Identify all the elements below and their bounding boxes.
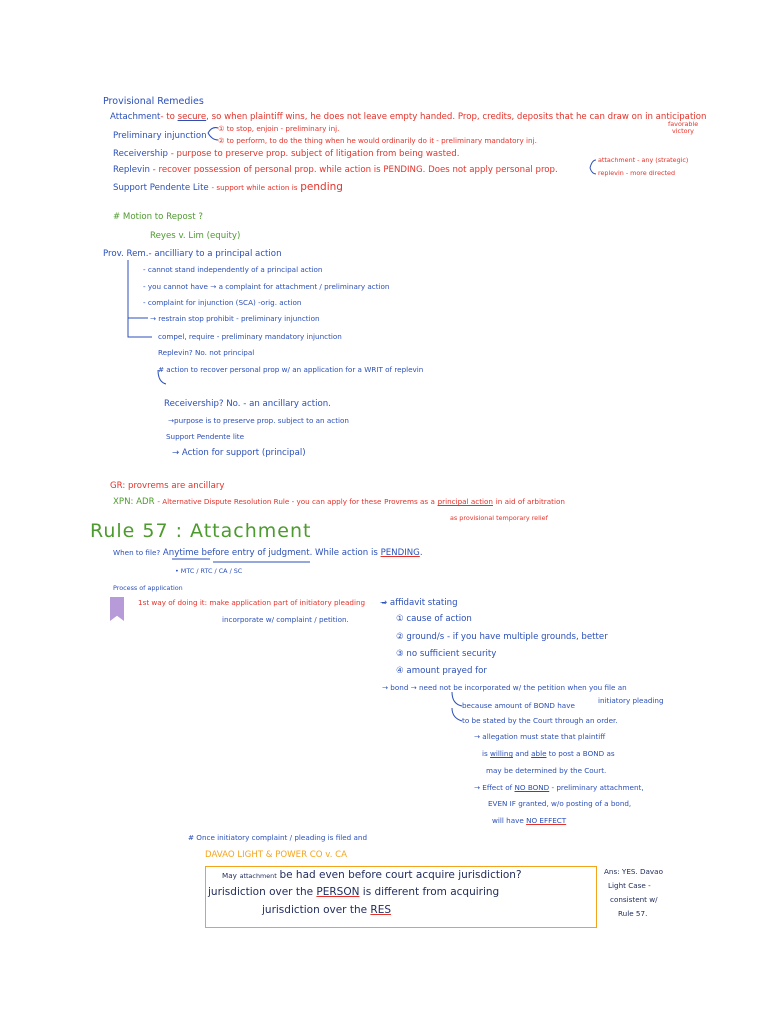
davao-attachment: attachment: [239, 872, 277, 880]
remedy-pi-option-1: ① to stop, enjoin - preliminary inj.: [218, 124, 340, 133]
attachment-margin-note: favorable: [668, 120, 699, 128]
davao-question-line-1: [222, 870, 522, 881]
remedy-support-row: [113, 182, 343, 193]
davao-jur-person: jurisdiction over the: [208, 886, 317, 898]
xpn-principal: principal action: [437, 497, 493, 506]
remedy-attachment-desc: - to: [160, 112, 178, 122]
affidavit-stating: → affidavit stating: [380, 598, 458, 608]
davao-answer-2: Light Case -: [608, 881, 651, 890]
xpn-label: XPN: ADR: [113, 497, 155, 507]
effect-no-bond: NO BOND: [514, 783, 550, 792]
when-to-file-row: [113, 549, 423, 558]
allegation-is: is: [482, 749, 491, 758]
davao-answer-4: Rule 57.: [618, 909, 648, 918]
allegation-post: to post a BOND as: [546, 749, 615, 758]
affidavit-item-2: ② ground/s - if you have multiple grounds, better: [396, 632, 608, 642]
when-question: When to file?: [113, 548, 161, 557]
remedy-support-label: Support Pendente Lite: [113, 183, 209, 193]
remedy-support-pending: pending: [300, 181, 343, 193]
bond-stated: to be stated by the Court through an order.: [462, 716, 618, 725]
remedy-attachment-label: Attachment: [110, 112, 161, 122]
davao-res: RES: [370, 904, 392, 916]
remedy-receivership-row: [113, 150, 459, 159]
ancillary-replevin-a: # action to recover personal prop w/ an application for a WRIT of replevin: [158, 365, 424, 374]
replevin-note-attachment: attachment - any (strategic): [598, 156, 689, 164]
ancillary-item-3: - complaint for injunction (SCA) -orig. action: [143, 298, 302, 307]
ancillary-item-5: compel, require - preliminary mandatory injunction: [158, 332, 342, 341]
gr-line: GR: provrems are ancillary: [110, 481, 225, 491]
once-initiatory: # Once initiatory complaint / pleading is filed and: [188, 833, 368, 842]
affidavit-item-1: ① cause of action: [396, 614, 472, 624]
effect-will-have: will have: [492, 816, 527, 825]
affidavit-item-3: ③ no sufficient security: [396, 649, 497, 659]
effect-3: [492, 817, 566, 824]
allegation-3: may be determined by the Court.: [486, 766, 607, 775]
affidavit-item-4: ④ amount prayed for: [396, 666, 487, 676]
davao-may: May: [222, 871, 237, 880]
remedy-support-desc: - support while action is: [211, 183, 298, 192]
davao-answer-1: Ans: YES. Davao: [604, 867, 663, 876]
when-before-judgment: before entry of judgment: [201, 548, 310, 558]
bond-initiatory: initiatory pleading: [598, 696, 664, 705]
allegation-and: and: [513, 749, 532, 758]
xpn-red-1: Provrems as a: [384, 497, 435, 506]
allegation-2: [482, 750, 615, 757]
remedy-replevin-label: Replevin: [113, 165, 150, 175]
ancillary-receivership-q: Receivership? No. - an ancillary action.: [164, 399, 331, 409]
motion-case: Reyes v. Lim (equity): [150, 231, 241, 241]
davao-question-line-2: [208, 887, 499, 898]
davao-different: is different from acquiring: [359, 886, 500, 898]
rule57-title: Rule 57 : Attachment: [90, 520, 312, 542]
remedy-replevin-row: [113, 166, 558, 175]
davao-case: DAVAO LIGHT & POWER CO v. CA: [205, 850, 348, 860]
courts: • MTC / RTC / CA / SC: [175, 567, 243, 575]
ancillary-support-a: → Action for support (principal): [172, 448, 306, 458]
remedy-pi-label: Preliminary injunction: [113, 131, 207, 141]
when-pending: PENDING: [380, 548, 420, 558]
first-way: 1st way of doing it: make application part of initiatory pleading: [138, 598, 366, 607]
xpn-desc: - Alternative Dispute Resolution Rule - you can apply for these: [157, 497, 382, 506]
allegation-able: able: [531, 749, 547, 758]
process-label: Process of application: [113, 584, 183, 592]
ancillary-receivership-a: →purpose is to preserve prop. subject to an action: [168, 416, 349, 425]
ancillary-support-q: Support Pendente lite: [166, 432, 245, 441]
when-dot: .: [419, 548, 423, 558]
xpn-red-2: in aid of arbitration: [495, 497, 565, 506]
xpn-sub: as provisional temporary relief: [450, 514, 548, 522]
remedy-replevin-desc: - recover possession of personal prop. while action is PENDING. Does not apply personal prop.: [152, 165, 558, 175]
xpn-row: [113, 498, 565, 507]
bond-line: → bond → need not be incorporated w/ the petition when you file an: [382, 683, 627, 692]
davao-answer-3: consistent w/: [610, 895, 658, 904]
motion-question: # Motion to Repost ?: [113, 212, 203, 222]
attachment-margin-note-2: victory: [672, 127, 694, 135]
remedy-attachment-row: [110, 113, 706, 122]
ancillary-item-1: - cannot stand independently of a principal action: [143, 265, 323, 274]
allegation-1: → allegation must state that plaintiff: [474, 732, 606, 741]
ancillary-item-2: - you cannot have → a complaint for attachment / preliminary action: [143, 282, 390, 291]
effect-1: [474, 784, 644, 791]
davao-person: PERSON: [316, 886, 360, 898]
ancillary-item-4: → restrain stop prohibit - preliminary injunction: [150, 314, 320, 323]
effect-no-effect: NO EFFECT: [526, 816, 567, 825]
bookmark-icon: [110, 597, 124, 621]
when-while: . While action is: [309, 548, 378, 558]
davao-q-rest: be had even before court acquire jurisdiction?: [279, 869, 522, 881]
ancillary-replevin-q: Replevin? No. not principal: [158, 348, 255, 357]
bond-because: because amount of BOND have: [462, 701, 575, 710]
effect-prelim: - preliminary attachment,: [549, 783, 644, 792]
davao-question-line-3: [262, 905, 391, 916]
remedy-attachment-secure: secure: [177, 112, 207, 122]
remedy-attachment-desc2: , so when plaintiff wins, he does not leave empty handed. Prop, credits, deposits that he can draw on in anticipation: [206, 112, 707, 122]
remedy-receivership-label: Receivership: [113, 149, 168, 159]
when-anytime: Anytime: [162, 548, 199, 558]
allegation-willing: willing: [490, 749, 514, 758]
page-heading: Provisional Remedies: [103, 96, 204, 107]
effect-2: EVEN IF granted, w/o posting of a bond,: [488, 799, 632, 808]
remedy-pi-option-2: ② to perform, to do the thing when he would ordinarily do it - preliminary mandatory inj.: [218, 136, 537, 145]
incorporate: incorporate w/ complaint / petition.: [222, 615, 349, 624]
davao-jur-res: jurisdiction over the: [262, 904, 371, 916]
replevin-note-replevin: replevin - more directed: [598, 169, 676, 177]
effect-of: → Effect of: [474, 783, 515, 792]
ancillary-header: Prov. Rem.- ancilliary to a principal action: [103, 249, 282, 259]
remedy-receivership-desc: - purpose to preserve prop. subject of litigation from being wasted.: [170, 149, 460, 159]
